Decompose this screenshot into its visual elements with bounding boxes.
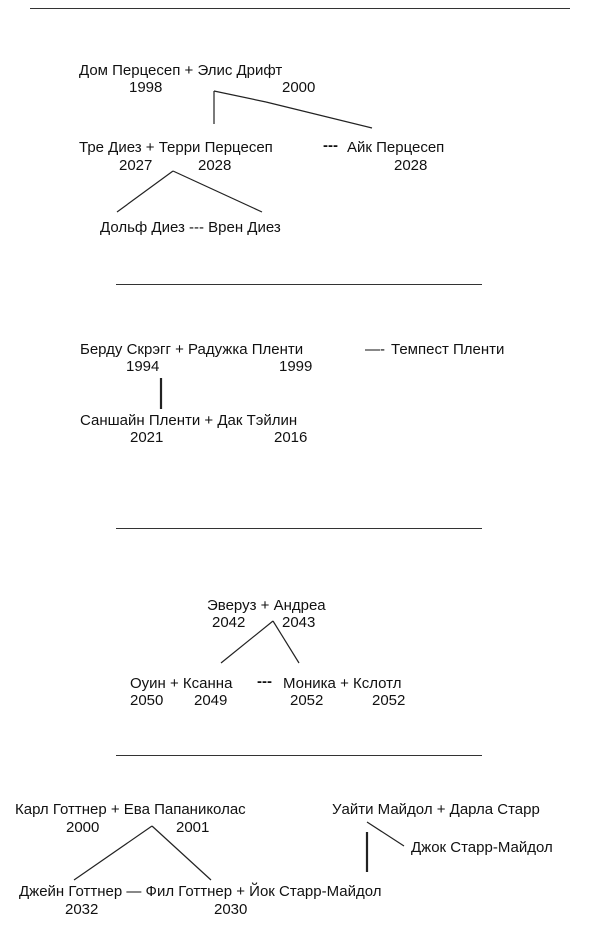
t3-children-right: Моника + Кслотл xyxy=(283,675,402,692)
t1-branch-right xyxy=(266,102,372,128)
t1-gen2-year-2: 2028 xyxy=(198,157,232,174)
t2-parents: Берду Скрэгг + Радужка Пленти xyxy=(80,341,304,358)
t1-gen2: Тре Диез + Терри Перцесеп xyxy=(79,139,273,156)
t4-child-year-1: 2032 xyxy=(65,901,99,918)
t2-sep: —- xyxy=(365,341,385,358)
t1-parent-year-1: 1998 xyxy=(129,79,163,96)
t3-child-year-2: 2049 xyxy=(194,692,228,709)
t2-parent-year-1: 1994 xyxy=(126,358,160,375)
t3-parents: Эверуз + Андреа xyxy=(207,597,326,614)
t1-sibling-year: 2028 xyxy=(394,157,428,174)
t4-parents: Карл Готтнер + Ева Папаниколас xyxy=(15,801,246,818)
t4-right-child: Джок Старр-Майдол xyxy=(411,839,553,856)
t1-child-right xyxy=(173,171,262,212)
t3-children-left: Оуин + Ксанна xyxy=(130,675,233,692)
t4-parent-year-2: 2001 xyxy=(176,819,210,836)
t3-sep: --- xyxy=(257,673,272,690)
t1-gen2-year-1: 2027 xyxy=(119,157,153,174)
t4-right-branch xyxy=(367,822,404,846)
t3-child-year-1: 2050 xyxy=(130,692,164,709)
t1-parent-year-2: 2000 xyxy=(282,79,316,96)
t2-parent-year-2: 1999 xyxy=(279,358,313,375)
t2-child: Саншайн Пленти + Дак Тэйлин xyxy=(80,412,298,429)
t4-children: Джейн Готтнер — Фил Готтнер + Йок Старр-Майдол xyxy=(19,883,382,900)
t1-sibling: Айк Перцесеп xyxy=(347,139,445,156)
t1-gen2-sep: --- xyxy=(323,137,338,154)
t2-child-year-2: 2016 xyxy=(274,429,308,446)
t3-child-year-4: 2052 xyxy=(372,692,406,709)
t3-parent-year-2: 2043 xyxy=(282,614,316,631)
t1-children: Дольф Диез --- Врен Диез xyxy=(100,219,281,236)
t3-parent-year-1: 2042 xyxy=(212,614,246,631)
t4-child-year-2: 2030 xyxy=(214,901,248,918)
t1-parents: Дом Перцесеп + Элис Дрифт xyxy=(79,62,283,79)
t4-parent-year-1: 2000 xyxy=(66,819,100,836)
t1-child-left xyxy=(117,171,173,212)
t1-branch-top xyxy=(214,91,266,102)
t3-child-year-3: 2052 xyxy=(290,692,324,709)
t2-child-year-1: 2021 xyxy=(130,429,164,446)
t4-right-parents: Уайти Майдол + Дарла Старр xyxy=(332,801,540,818)
t2-sibling: Темпест Пленти xyxy=(391,341,505,358)
